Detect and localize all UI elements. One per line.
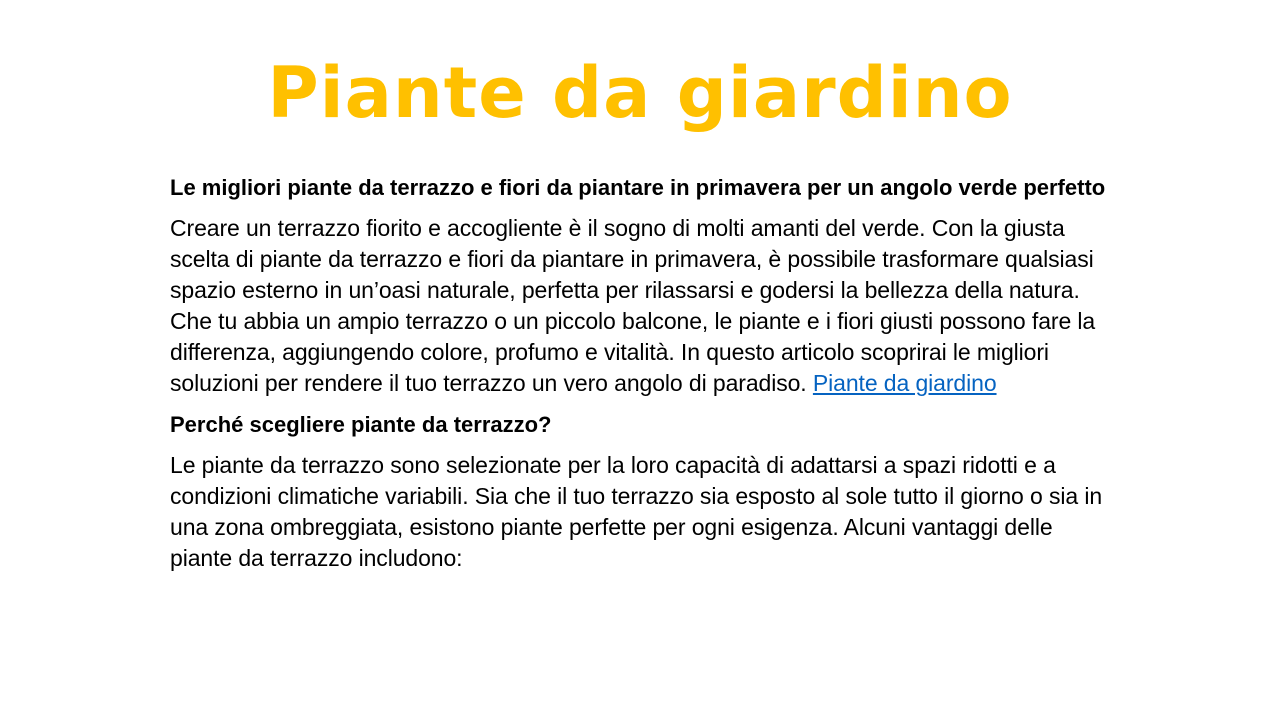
slide-body bbox=[170, 172, 1120, 584]
intro-paragraph bbox=[170, 213, 1120, 399]
piante-da-giardino-link[interactable]: Piante da giardino bbox=[812, 370, 997, 396]
slide-title: Piante da giardino bbox=[267, 52, 1013, 134]
section-heading-2: Perché scegliere piante da terrazzo? bbox=[170, 412, 552, 437]
benefits-paragraph: Le piante da terrazzo sono selezionate per la loro capacità di adattarsi a spazi ridotti e a condizioni climatiche variabili. Sia che il tuo terrazzo sia esposto al sole tutto il giorno o sia in una zona ombreggiata, esistono piante perfette per ogni esigenza. Alcuni vantaggi delle piante da terrazzo includono: bbox=[170, 452, 1103, 571]
section-heading-1: Le migliori piante da terrazzo e fiori da piantare in primavera per un angolo verde perfetto bbox=[170, 175, 1106, 200]
intro-paragraph-text: Creare un terrazzo fiorito e accogliente è il sogno di molti amanti del verde. Con la giusta scelta di piante da terrazzo e fiori da piantare in primavera, è possibile trasformare qualsiasi spazio esterno in un’oasi naturale, perfetta per rilassarsi e godersi la bellezza della natura. Che tu abbia un ampio terrazzo o un piccolo balcone, le piante e i fiori giusti possono fare la differenza, aggiungendo colore, profumo e vitalità. In questo articolo scoprirai le migliori soluzioni per rendere il tuo terrazzo un vero angolo di paradiso. bbox=[170, 215, 1096, 396]
